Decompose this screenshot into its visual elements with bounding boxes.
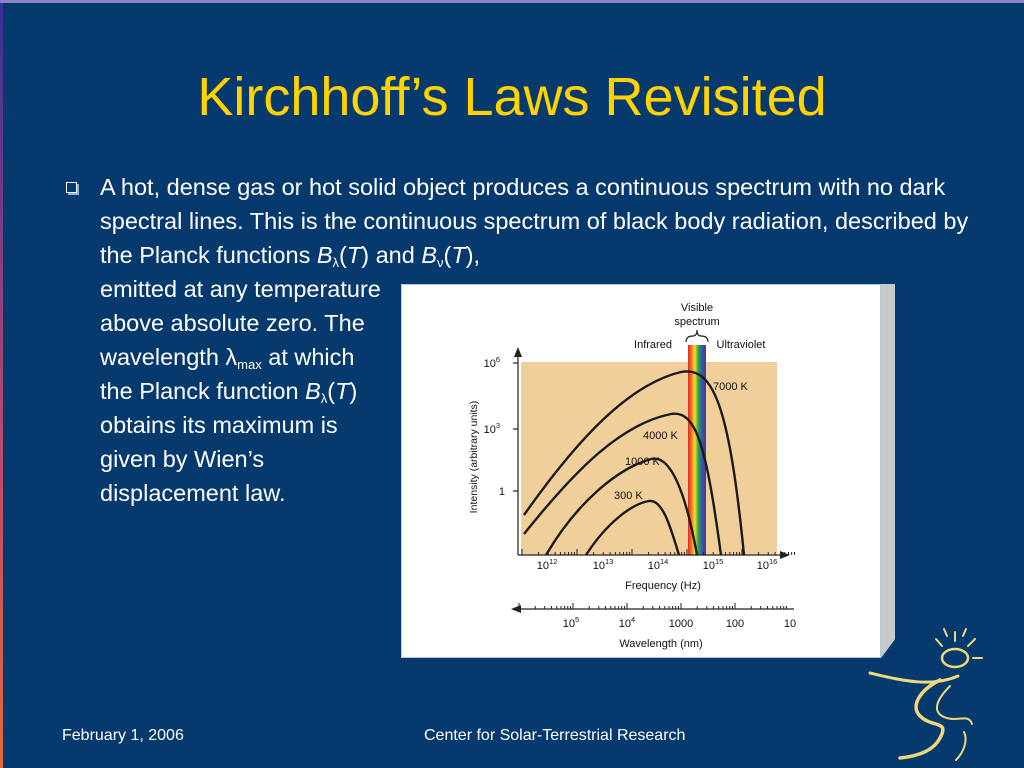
temperature-t-2: T <box>451 242 466 268</box>
x-axis-label: Frequency (Hz) <box>625 580 701 592</box>
bullet-square-icon <box>66 182 77 193</box>
bullet-text-left-column <box>100 272 390 510</box>
wave-tick-label-10: 10 <box>783 618 797 630</box>
wave-tick-label-100: 100 <box>725 618 745 630</box>
bullet-cont3: obtains its maximum is given by Wien’s displacement law. <box>100 412 338 506</box>
curve-label-300k: 300 K <box>614 490 643 502</box>
planck-b-lambda: B <box>316 242 333 268</box>
wave-tick-label-1e5: $10^5$ <box>562 615 580 630</box>
paren-close-2: ), <box>465 242 481 268</box>
visible-label-1: Visible <box>680 302 714 314</box>
bullet-cont1: emitted at any temperature above absolute zero. The wavelength <box>100 276 381 370</box>
curve-label-7000k: 7000 K <box>713 381 748 393</box>
curve-label-4000k: 4000 K <box>643 430 678 442</box>
freq-tick-label-1e12: $10^{12}$ <box>536 557 558 572</box>
ultraviolet-label: Ultraviolet <box>716 339 766 351</box>
visible-brace <box>686 330 708 342</box>
infrared-label: Infrared <box>634 339 672 351</box>
freq-tick-label-1e14: $10^{14}$ <box>647 557 669 572</box>
temperature-t-3: T <box>335 378 350 404</box>
slide-top-border <box>0 0 1024 3</box>
y-tick-label-1e3: $10^3$ <box>483 421 500 436</box>
bullet-cont2: at which the Planck function <box>100 344 355 404</box>
lambda-subscript: λ <box>332 255 340 270</box>
and-text: and <box>369 242 422 268</box>
lambda-subscript-2: λ <box>320 391 328 406</box>
nu-subscript: ν <box>437 255 444 270</box>
paren-open-3: ( <box>327 378 336 404</box>
temperature-t-1: T <box>346 242 362 268</box>
wave-tick-label-1e4: $10^4$ <box>618 615 636 630</box>
freq-tick-label-1e13: $10^{13}$ <box>592 557 614 572</box>
y-tick-label-1: 1 <box>498 486 505 498</box>
slide-title: Kirchhoff’s Laws Revisited <box>197 67 827 127</box>
bullet-line1: A hot, dense gas or hot solid object produces a continuous spectrum with no dark spectral lines. This is the continuous spectrum of black body radiation, described by the Planck functions <box>100 174 969 268</box>
curve-label-1000k: 1000 K <box>625 456 660 468</box>
visible-label-2: spectrum <box>674 316 720 328</box>
planck-curves-figure <box>401 284 895 662</box>
planck-b-lambda-2: B <box>305 378 321 404</box>
footer-date: February 1, 2006 <box>62 727 184 744</box>
paren-close-3: ) <box>349 378 358 404</box>
paren-close-1: ) <box>361 242 370 268</box>
y-axis-arrow <box>514 347 522 357</box>
freq-tick-label-1e16: $10^{16}$ <box>756 557 778 572</box>
paren-open-2: ( <box>443 242 452 268</box>
footer-center-name: Center for Solar-Terrestrial Research <box>424 727 686 744</box>
bullet-text-top <box>100 170 980 272</box>
max-subscript: max <box>237 357 262 372</box>
cstr-sun-logo-icon <box>860 628 1010 764</box>
freq-tick-label-1e15: $10^{15}$ <box>702 557 724 572</box>
planck-b-nu: B <box>421 242 438 268</box>
wavelength-axis-label: Wavelength (nm) <box>619 638 703 650</box>
y-axis-label: Intensity (arbitrary units) <box>468 400 480 514</box>
wave-minor-ticks <box>519 603 787 609</box>
y-tick-label-1e6: $10^6$ <box>483 355 500 370</box>
paren-open-1: ( <box>339 242 347 268</box>
lambda-symbol: λ <box>225 344 238 370</box>
wave-tick-label-1000: 1000 <box>668 618 694 630</box>
